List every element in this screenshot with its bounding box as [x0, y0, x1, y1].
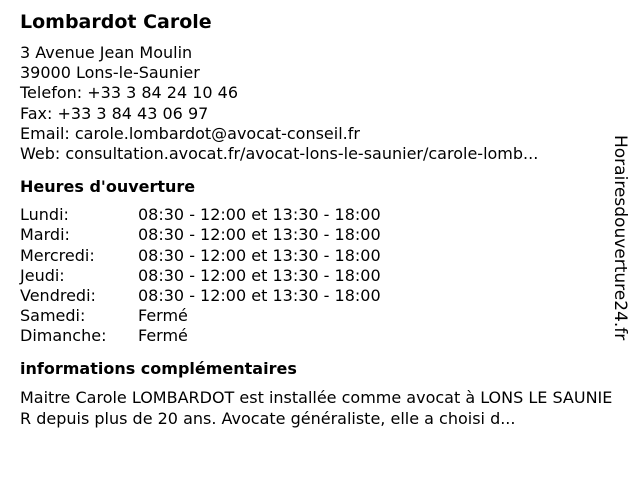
day-label: Vendredi:: [20, 286, 96, 306]
hours-row-tuesday: [20, 225, 620, 245]
phone-number: Telefon: +33 3 84 24 10 46: [20, 83, 239, 103]
address-street: 3 Avenue Jean Moulin: [20, 43, 193, 62]
day-label: Mardi:: [20, 225, 70, 245]
hours-row-saturday: [20, 306, 620, 326]
website-url: Web: consultation.avocat.fr/avocat-lons-le-saunier/carole-lomb...: [20, 144, 539, 164]
business-name: Lombardot Carole: [20, 11, 212, 33]
opening-hours-heading: Heures d'ouverture: [20, 177, 196, 197]
day-hours: 08:30 - 12:00 et 13:30 - 18:00: [138, 265, 381, 285]
day-hours: 08:30 - 12:00 et 13:30 - 18:00: [138, 245, 381, 265]
hours-row-sunday: [20, 326, 620, 346]
site-watermark: Horairesdouverture24.fr: [610, 135, 630, 341]
day-hours: Fermé: [138, 306, 188, 326]
hours-row-friday: [20, 286, 620, 306]
opening-hours-table: [20, 205, 620, 346]
day-hours: 08:30 - 12:00 et 13:30 - 18:00: [138, 205, 381, 225]
additional-info-text: Maitre Carole LOMBARDOT est installée comme avocat à LONS LE SAUNIER depuis plus de 20 ans. Avocate généraliste, elle a choisi d...: [20, 387, 613, 428]
day-hours: 08:30 - 12:00 et 13:30 - 18:00: [138, 225, 381, 245]
additional-info-heading: informations complémentaires: [20, 358, 297, 378]
listing-card: [20, 9, 620, 429]
hours-row-monday: [20, 205, 620, 225]
day-label: Samedi:: [20, 306, 86, 326]
email-address: Email: carole.lombardot@avocat-conseil.fr: [20, 123, 360, 143]
day-label: Mercredi:: [20, 245, 95, 265]
hours-row-wednesday: [20, 246, 620, 266]
day-label: Dimanche:: [20, 326, 107, 346]
fax-number: Fax: +33 3 84 43 06 97: [20, 103, 209, 123]
day-hours: Fermé: [138, 326, 188, 346]
address-city: 39000 Lons-le-Saunier: [20, 63, 200, 83]
day-hours: 08:30 - 12:00 et 13:30 - 18:00: [138, 286, 381, 306]
day-label: Lundi:: [20, 205, 69, 225]
day-label: Jeudi:: [20, 265, 65, 285]
hours-row-thursday: [20, 266, 620, 286]
